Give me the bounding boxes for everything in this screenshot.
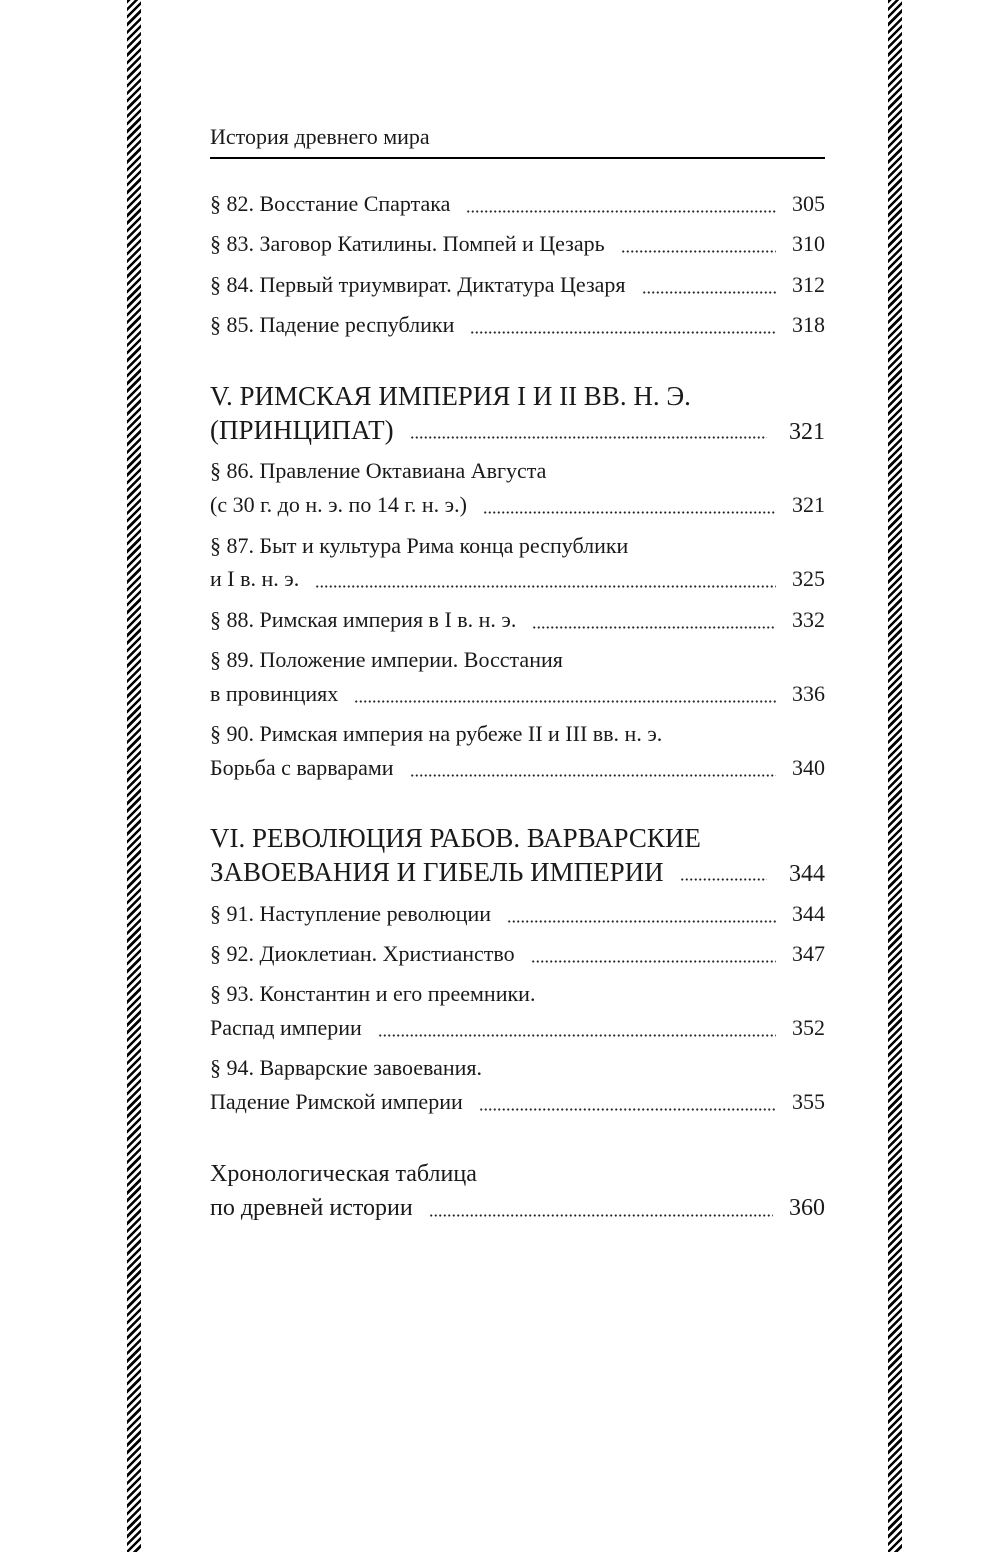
- toc-entry-line: [210, 643, 825, 677]
- dot-leader: [429, 1214, 773, 1217]
- toc-chapter-line: [210, 855, 825, 889]
- toc-entry-line: [210, 308, 825, 342]
- toc-entry-title: § 93. Константин и его преемники.: [210, 981, 536, 1006]
- toc-entry-line: [210, 1157, 825, 1191]
- toc-entry-line: [210, 677, 825, 711]
- toc-page-number: 355: [792, 1089, 825, 1114]
- toc-entry-line: [210, 1051, 825, 1085]
- toc-entry-line: [210, 977, 825, 1011]
- toc-entry-title: § 86. Правление Октавиана Августа: [210, 458, 547, 483]
- toc-entry-title: § 84. Первый триумвират. Диктатура Цезаря: [210, 272, 626, 297]
- dot-leader: [378, 1034, 776, 1037]
- toc-entry-title: VI. РЕВОЛЮЦИЯ РАБОВ. ВАРВАРСКИЕ: [210, 823, 701, 853]
- toc-entry-title: Распад империи: [210, 1015, 362, 1040]
- toc-entry-line: [210, 1011, 825, 1045]
- toc-chapter-line: [210, 413, 825, 447]
- toc-page-number: 321: [792, 492, 825, 517]
- toc-entry-line: [210, 454, 825, 488]
- toc-entry-line: [210, 751, 825, 785]
- toc-entry-title: § 85. Падение республики: [210, 312, 455, 337]
- dot-leader: [642, 291, 776, 294]
- toc-entry-title: Хронологическая таблица: [210, 1161, 477, 1187]
- toc-entry-title: и I в. н. э.: [210, 566, 300, 591]
- toc-entry-line: [210, 488, 825, 522]
- toc-entry-line: [210, 1085, 825, 1119]
- toc-entry-title: ЗАВОЕВАНИЯ И ГИБЕЛЬ ИМПЕРИИ: [210, 857, 664, 887]
- running-header: История древнего мира: [210, 124, 430, 149]
- toc-page-number: 344: [789, 861, 825, 887]
- toc-entry-title: § 90. Римская империя на рубеже II и III вв. н. э.: [210, 721, 663, 746]
- dot-leader: [531, 960, 776, 963]
- toc-page-number: 344: [792, 901, 825, 926]
- toc-page-number: 352: [792, 1015, 825, 1040]
- dot-leader: [680, 878, 767, 881]
- dot-leader: [621, 250, 776, 253]
- toc-page-number: 325: [792, 566, 825, 591]
- toc-entry-title: Борьба с варварами: [210, 755, 394, 780]
- toc-entry-title: § 89. Положение империи. Восстания: [210, 647, 563, 672]
- toc-entry-title: § 94. Варварские завоевания.: [210, 1055, 483, 1080]
- toc-entry-title: § 87. Быт и культура Рима конца республики: [210, 533, 629, 558]
- header-rule: [210, 157, 825, 159]
- toc-page-number: 305: [792, 191, 825, 216]
- toc-entry-line: [210, 187, 825, 221]
- toc-page-number: 347: [792, 941, 825, 966]
- dot-leader: [410, 774, 776, 777]
- dot-leader: [479, 1108, 776, 1111]
- toc-entry-line: [210, 937, 825, 971]
- toc-entry-title: Падение Римской империи: [210, 1089, 463, 1114]
- dot-leader: [410, 436, 767, 439]
- toc-page-number: 336: [792, 681, 825, 706]
- toc-entry-title: § 88. Римская империя в I в. н. э.: [210, 607, 517, 632]
- toc-entry-line: [210, 603, 825, 637]
- dot-leader: [532, 626, 776, 629]
- right-hatched-border: [888, 0, 902, 1552]
- toc-page-number: 360: [789, 1195, 825, 1221]
- toc-page-number: 312: [792, 272, 825, 297]
- toc-entry-title: (с 30 г. до н. э. по 14 г. н. э.): [210, 492, 467, 517]
- toc-page-number: 340: [792, 755, 825, 780]
- toc-entry-title: § 83. Заговор Катилины. Помпей и Цезарь: [210, 231, 605, 256]
- dot-leader: [354, 700, 776, 703]
- toc-entry-line: [210, 1191, 825, 1225]
- toc-entry-line: [210, 897, 825, 931]
- toc-entry-line: [210, 529, 825, 563]
- dot-leader: [466, 210, 776, 213]
- toc-page-number: 318: [792, 312, 825, 337]
- toc-entry-title: V. РИМСКАЯ ИМПЕРИЯ I И II ВВ. Н. Э.: [210, 381, 691, 411]
- dot-leader: [483, 511, 776, 514]
- toc-entry-line: [210, 268, 825, 302]
- toc-entry-title: в провинциях: [210, 681, 339, 706]
- toc-page-number: 332: [792, 607, 825, 632]
- toc-chapter-line: [210, 821, 825, 855]
- left-hatched-border: [127, 0, 141, 1552]
- toc-entry-title: по древней истории: [210, 1195, 413, 1221]
- toc-entry-line: [210, 227, 825, 261]
- toc-entry-title: (ПРИНЦИПАТ): [210, 415, 394, 445]
- dot-leader: [315, 585, 776, 588]
- dot-leader: [470, 331, 776, 334]
- toc-entry-title: § 91. Наступление революции: [210, 901, 492, 926]
- toc-entry-line: [210, 717, 825, 751]
- toc-entry-title: § 92. Диоклетиан. Христианство: [210, 941, 515, 966]
- toc-page-number: 310: [792, 231, 825, 256]
- toc-entry-line: [210, 562, 825, 596]
- toc-entry-title: § 82. Восстание Спартака: [210, 191, 451, 216]
- dot-leader: [507, 920, 776, 923]
- toc-chapter-line: [210, 379, 825, 413]
- toc-page-number: 321: [789, 419, 825, 445]
